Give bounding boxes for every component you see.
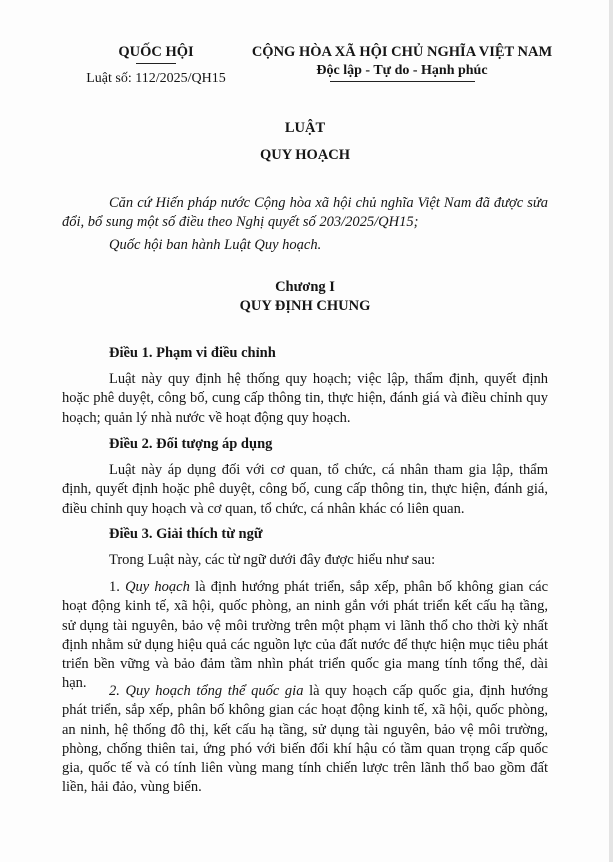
chapter-number: Chương I xyxy=(275,279,335,295)
country-name: CỘNG HÒA XÃ HỘI CHỦ NGHĨA VIỆT NAM xyxy=(251,44,553,60)
chapter-title: QUY ĐỊNH CHUNG xyxy=(239,298,371,314)
preamble-enactment: Quốc hội ban hành Luật Quy hoạch. xyxy=(109,237,322,253)
preamble-basis: Căn cứ Hiến pháp nước Cộng hòa xã hội chủ nghĩa Việt Nam đã được sửa đổi, bổ sung một số điều theo Nghị quyết số 203/2025/QH15; xyxy=(62,195,548,231)
article-2-heading: Điều 2. Đối tượng áp dụng xyxy=(109,436,273,452)
document-type: LUẬT xyxy=(284,120,326,136)
article-2-text: Luật này áp dụng đối với cơ quan, tổ chức, cá nhân tham gia lập, thẩm định, quyết định hoặc phê duyệt, công bố, cung cấp thông tin, thực hiện, đánh giá, điều chỉnh quy hoạch và cơ quan, tổ chức, cá nhân khác có liên quan. xyxy=(62,462,548,517)
definition-2-term: Quy hoạch tổng thể quốc gia xyxy=(125,683,304,699)
article-1-heading: Điều 1. Phạm vi điều chỉnh xyxy=(109,345,276,361)
law-number: Luật số: 112/2025/QH15 xyxy=(86,71,226,86)
page-edge xyxy=(609,0,613,862)
national-motto: Độc lập - Tự do - Hạnh phúc xyxy=(316,63,488,78)
article-3-intro: Trong Luật này, các từ ngữ dưới đây được hiểu như sau: xyxy=(109,552,436,568)
issuer-block xyxy=(62,43,250,88)
definition-1: 1. Quy hoạch là định hướng phát triển, sắp xếp, phân bố không gian các hoạt động kinh tế, xã hội, quốc phòng, an ninh gắn với phát triển kết cấu hạ tầng, sử dụng tài nguyên, bảo vệ môi trường trên một phạm vi lãnh thổ cho thời kỳ nhất định nhằm sử dụng hiệu quả các nguồn lực của đất nước để thực hiện mục tiêu phát triển bền vững và bảo đảm tầm nhìn phát triển quốc gia mang tính tổng thể, dài hạn. xyxy=(62,579,549,692)
national-title-block xyxy=(242,43,562,82)
article-3-heading: Điều 3. Giải thích từ ngữ xyxy=(109,526,263,542)
article-1-text: Luật này quy định hệ thống quy hoạch; việc lập, thẩm định, quyết định hoặc phê duyệt, công bố, cung cấp thông tin, thực hiện, đánh giá và điều chỉnh quy hoạch; quản lý nhà nước về hoạt động quy hoạch. xyxy=(62,371,548,426)
document-name: QUY HOẠCH xyxy=(259,147,351,163)
definition-1-term: Quy hoạch xyxy=(125,579,190,595)
definition-2: 2. Quy hoạch tổng thể quốc gia là quy hoạch cấp quốc gia, định hướng phát triển, sắp xếp, phân bố không gian các hoạt động kinh tế, xã hội, quốc phòng, an ninh, hệ thống đô thị, kết cấu hạ tầng, sử dụng tài nguyên, bảo vệ môi trường, phòng, chống thiên tai, ứng phó với biến đổi khí hậu có tầm quan trọng cấp quốc gia, quốc tế và có tính liên vùng mang tính chiến lược trên lãnh thổ bao gồm đất liền, hải đảo, vùng biển. xyxy=(62,683,549,796)
issuer-underline xyxy=(136,63,176,64)
motto-underline xyxy=(330,81,475,82)
issuer-name: QUỐC HỘI xyxy=(118,44,194,60)
